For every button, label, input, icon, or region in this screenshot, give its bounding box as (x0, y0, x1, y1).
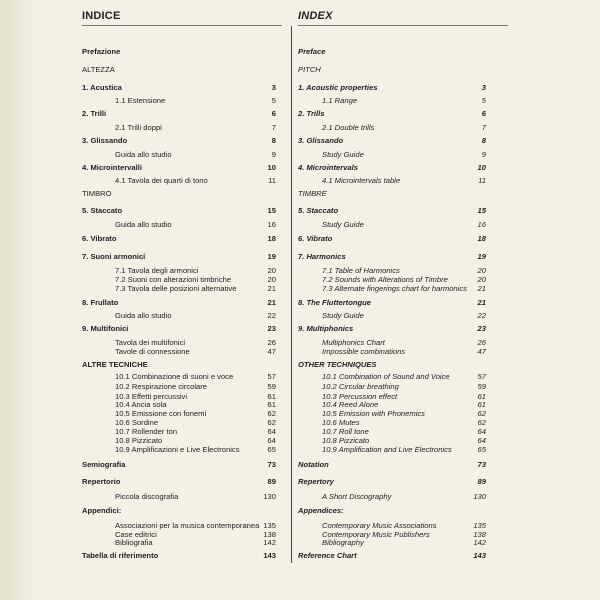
toc-entry (115, 409, 276, 418)
toc-entry (322, 220, 486, 229)
toc-entry-page: 62 (477, 418, 486, 427)
toc-entry-label: 2.1 Double trills (322, 123, 375, 132)
toc-entry-page: 64 (267, 427, 276, 436)
toc-entry-page: 7 (481, 123, 486, 132)
toc-entry-page: 20 (477, 275, 486, 284)
toc-entry (115, 521, 276, 530)
toc-entry (82, 234, 276, 243)
toc-entry-page: 8 (271, 136, 276, 145)
toc-entry-label: 10.9 Amplification and Live Electronics (322, 445, 452, 454)
toc-entry-label: Guida allo studio (115, 150, 172, 159)
toc-entry-page: 5 (481, 96, 486, 105)
toc-entry-label: ALTEZZA (82, 65, 115, 74)
toc-entry-label: Contemporary Music Associations (322, 521, 437, 530)
toc-entry-page: 9 (481, 150, 486, 159)
toc-entry (82, 477, 276, 486)
toc-entry (82, 163, 276, 172)
toc-entry (322, 176, 486, 185)
toc-entry-page: 15 (267, 206, 276, 215)
toc-entry-label: 10.8 Pizzicato (322, 436, 370, 445)
toc-entry (115, 96, 276, 105)
toc-entry-page: 23 (267, 324, 276, 333)
toc-entry-page: 62 (267, 409, 276, 418)
toc-entry-label: 8. The Fluttertongue (298, 298, 371, 307)
toc-entry (322, 266, 486, 275)
toc-entry-label: 7.2 Sounds with Alterations of Timbre (322, 275, 448, 284)
toc-entry-label: 10.3 Effetti percussivi (115, 392, 188, 401)
toc-entry (322, 382, 486, 391)
toc-entry (322, 427, 486, 436)
toc-entry (298, 47, 325, 56)
toc-entry-label: 10.4 Reed Alone (322, 400, 379, 409)
toc-entry-page: 20 (267, 275, 276, 284)
toc-entry-page: 135 (263, 521, 276, 530)
toc-entry-page: 47 (267, 347, 276, 356)
toc-entry (115, 436, 276, 445)
toc-entry-label: 10.2 Circular breathing (322, 382, 399, 391)
toc-entry-label: 10.8 Pizzicato (115, 436, 163, 445)
toc-entry-label: 10.4 Ancia sola (115, 400, 167, 409)
toc-entry (82, 460, 276, 469)
toc-entry-page: 65 (477, 445, 486, 454)
toc-entry (322, 284, 486, 293)
toc-entry-label: 3. Glissando (298, 136, 344, 145)
column-divider (291, 26, 292, 563)
toc-entry-page: 64 (267, 436, 276, 445)
toc-entry (82, 83, 276, 92)
toc-entry-page: 6 (481, 109, 486, 118)
toc-entry (298, 136, 486, 145)
toc-entry (298, 324, 486, 333)
toc-entry-page: 21 (477, 298, 486, 307)
toc-entry-page: 10 (477, 163, 486, 172)
toc-entry (115, 176, 276, 185)
toc-entry (322, 347, 486, 356)
toc-entry (322, 436, 486, 445)
toc-entry (322, 123, 486, 132)
toc-entry (115, 284, 276, 293)
toc-entry-page: 15 (477, 206, 486, 215)
toc-entry-label: 10.5 Emissione con fonemi (115, 409, 207, 418)
index-underline (298, 25, 508, 26)
toc-entry-label: Prefazione (82, 47, 121, 56)
toc-entry-page: 11 (268, 176, 276, 185)
toc-entry (298, 65, 321, 74)
toc-entry-label: Reference Chart (298, 551, 357, 560)
toc-entry-page: 7 (271, 123, 276, 132)
toc-entry-label: Tabella di riferimento (82, 551, 159, 560)
toc-entry (298, 206, 486, 215)
toc-entry-page: 26 (477, 338, 486, 347)
toc-entry (322, 311, 486, 320)
toc-entry (298, 109, 486, 118)
toc-entry (298, 234, 486, 243)
toc-entry-page: 59 (267, 382, 276, 391)
toc-entry-page: 19 (267, 252, 276, 261)
toc-entry (82, 206, 276, 215)
toc-entry-page: 143 (473, 551, 486, 560)
toc-entry-label: 10.7 Roll tone (322, 427, 369, 436)
toc-entry-label: Associazioni per la musica contemporanea (115, 521, 260, 530)
toc-entry-page: 10 (267, 163, 276, 172)
toc-entry-label: 2.1 Trilli doppi (115, 123, 162, 132)
toc-entry (82, 136, 276, 145)
toc-entry-page: 142 (263, 538, 276, 547)
toc-entry-page: 19 (477, 252, 486, 261)
index-title: INDEX (298, 10, 333, 22)
toc-entry (298, 163, 486, 172)
toc-entry (115, 275, 276, 284)
toc-entry-page: 89 (477, 477, 486, 486)
toc-entry-label: 1.1 Range (322, 96, 358, 105)
toc-entry-page: 57 (477, 372, 486, 381)
toc-entry-label: Multiphonics Chart (322, 338, 385, 347)
toc-entry (115, 418, 276, 427)
toc-entry (322, 150, 486, 159)
toc-entry-label: Appendices: (298, 506, 344, 515)
toc-entry-page: 61 (267, 392, 276, 401)
toc-entry-page: 62 (267, 418, 276, 427)
toc-entry-page: 22 (267, 311, 276, 320)
toc-entry (298, 477, 486, 486)
toc-entry (115, 445, 276, 454)
toc-entry (115, 123, 276, 132)
toc-entry (115, 150, 276, 159)
toc-entry-label: 5. Staccato (82, 206, 123, 215)
toc-entry-page: 11 (478, 176, 486, 185)
toc-entry-label: Tavola dei multifonici (115, 338, 186, 347)
toc-entry (298, 460, 486, 469)
toc-entry-page: 130 (473, 492, 486, 501)
toc-entry-label: ALTRE TECNICHE (82, 360, 148, 369)
toc-entry-label: Impossible combinations (322, 347, 406, 356)
toc-entry-label: 4.1 Tavola dei quarti di tono (115, 176, 208, 185)
toc-entry-label: Repertory (298, 477, 334, 486)
toc-entry (322, 96, 486, 105)
toc-entry-label: Guida allo studio (115, 220, 172, 229)
toc-entry-page: 3 (481, 83, 486, 92)
toc-entry-label: 8. Frullato (82, 298, 119, 307)
toc-entry (115, 266, 276, 275)
toc-entry-label: 10.3 Percussion effect (322, 392, 398, 401)
toc-entry-page: 73 (477, 460, 486, 469)
toc-entry-label: 4. Microintervalli (82, 163, 142, 172)
toc-entry-page: 23 (477, 324, 486, 333)
toc-entry (82, 360, 148, 369)
toc-entry-label: 7.1 Table of Harmonics (322, 266, 400, 275)
indice-title: INDICE (82, 10, 121, 22)
toc-entry-label: Preface (298, 47, 326, 56)
toc-entry-label: 6. Vibrato (298, 234, 333, 243)
toc-entry-page: 62 (477, 409, 486, 418)
toc-entry-page: 6 (271, 109, 276, 118)
toc-entry (322, 538, 486, 547)
toc-entry-label: 10.6 Sordine (115, 418, 159, 427)
toc-entry-page: 73 (267, 460, 276, 469)
toc-entry-page: 3 (271, 83, 276, 92)
toc-entry-label: Semiografia (82, 460, 126, 469)
toc-entry-page: 20 (267, 266, 276, 275)
toc-entry (322, 492, 486, 501)
toc-entry-page: 8 (481, 136, 486, 145)
toc-entry-page: 135 (473, 521, 486, 530)
toc-entry-page: 59 (477, 382, 486, 391)
toc-entry-page: 21 (477, 284, 486, 293)
toc-entry-label: A Short Discography (322, 492, 392, 501)
toc-entry-label: 9. Multiphonics (298, 324, 354, 333)
toc-entry (115, 382, 276, 391)
toc-entry-page: 16 (267, 220, 276, 229)
toc-entry (82, 506, 121, 515)
toc-entry-label: 6. Vibrato (82, 234, 117, 243)
toc-entry-label: 7.3 Alternate fingerings chart for harmonics (322, 284, 467, 293)
toc-entry-label: 1.1 Estensione (115, 96, 166, 105)
toc-entry (82, 47, 120, 56)
toc-entry (322, 445, 486, 454)
toc-entry (82, 109, 276, 118)
toc-entry-label: 4.1 Microintervals table (322, 176, 401, 185)
toc-entry (298, 189, 327, 198)
toc-entry-label: 7. Harmonics (298, 252, 346, 261)
toc-entry-label: Appendici: (82, 506, 122, 515)
toc-entry-page: 26 (267, 338, 276, 347)
toc-entry-label: Guida allo studio (115, 311, 172, 320)
toc-entry (298, 298, 486, 307)
toc-entry-label: TIMBRO (82, 189, 112, 198)
toc-entry (322, 409, 486, 418)
toc-entry-page: 89 (267, 477, 276, 486)
toc-entry-page: 138 (263, 530, 276, 539)
toc-entry-label: 5. Staccato (298, 206, 339, 215)
toc-entry (115, 220, 276, 229)
toc-entry-label: Repertorio (82, 477, 121, 486)
indice-underline (82, 25, 282, 26)
toc-entry-page: 9 (271, 150, 276, 159)
toc-entry-page: 64 (477, 427, 486, 436)
toc-entry-page: 61 (267, 400, 276, 409)
toc-entry-page: 22 (477, 311, 486, 320)
toc-entry-page: 61 (477, 392, 486, 401)
toc-entry-label: 10.5 Emission with Phonemics (322, 409, 425, 418)
toc-entry-label: 9. Multifonici (82, 324, 129, 333)
toc-entry-page: 65 (267, 445, 276, 454)
toc-entry (322, 400, 486, 409)
toc-entry (322, 521, 486, 530)
toc-entry-label: OTHER TECHNIQUES (298, 360, 377, 369)
toc-entry-label: 10.1 Combination of Sound and Voice (322, 372, 450, 381)
toc-entry (298, 551, 486, 560)
toc-entry-label: 10.6 Mutes (322, 418, 360, 427)
toc-entry (298, 83, 486, 92)
toc-entry (298, 252, 486, 261)
toc-entry (115, 311, 276, 320)
toc-entry (298, 360, 376, 369)
toc-entry-label: 2. Trilli (82, 109, 107, 118)
toc-entry (82, 252, 276, 261)
toc-entry-page: 47 (477, 347, 486, 356)
toc-entry (322, 372, 486, 381)
toc-entry-label: 10.9 Amplificazioni e Live Electronics (115, 445, 240, 454)
toc-entry (322, 418, 486, 427)
toc-entry-label: 2. Trills (298, 109, 325, 118)
toc-entry-label: PITCH (298, 65, 321, 74)
toc-entry (115, 492, 276, 501)
toc-entry (82, 189, 112, 198)
toc-entry-page: 64 (477, 436, 486, 445)
toc-entry-page: 5 (271, 96, 276, 105)
toc-entry-label: Notation (298, 460, 329, 469)
toc-entry-page: 130 (263, 492, 276, 501)
toc-entry (82, 324, 276, 333)
toc-entry-label: Study Guide (322, 220, 364, 229)
toc-entry-label: Study Guide (322, 150, 364, 159)
toc-entry-label: 7.1 Tavola degli armonici (115, 266, 199, 275)
toc-entry-page: 61 (477, 400, 486, 409)
toc-entry (115, 427, 276, 436)
toc-entry-page: 138 (473, 530, 486, 539)
toc-entry-label: 10.2 Respirazione circolare (115, 382, 208, 391)
toc-entry-page: 18 (477, 234, 486, 243)
toc-entry (82, 65, 115, 74)
toc-entry-page: 16 (477, 220, 486, 229)
toc-entry-label: 1. Acoustic properties (298, 83, 378, 92)
toc-entry-page: 21 (267, 298, 276, 307)
toc-entry-label: 7. Suoni armonici (82, 252, 146, 261)
toc-entry-label: Bibliography (322, 538, 364, 547)
toc-entry-label: 1. Acustica (82, 83, 122, 92)
toc-entry-label: Tavole di connessione (115, 347, 190, 356)
toc-entry-page: 142 (473, 538, 486, 547)
toc-entry (115, 372, 276, 381)
toc-entry-label: Piccola discografia (115, 492, 179, 501)
toc-entry-label: Contemporary Music Publishers (322, 530, 430, 539)
toc-entry-page: 18 (267, 234, 276, 243)
toc-entry-label: 7.2 Suoni con alterazioni timbriche (115, 275, 232, 284)
toc-entry-label: 3. Glissando (82, 136, 128, 145)
toc-entry-label: Case editrici (115, 530, 157, 539)
toc-entry-label: Study Guide (322, 311, 364, 320)
toc-entry-label: 10.7 Rollender ton (115, 427, 178, 436)
toc-entry-label: TIMBRE (298, 189, 327, 198)
toc-entry-label: 10.1 Combinazione di suoni e voce (115, 372, 234, 381)
toc-entry-page: 20 (477, 266, 486, 275)
toc-entry (115, 347, 276, 356)
toc-entry-label: Bibliografia (115, 538, 153, 547)
toc-entry-label: 7.3 Tavola delle posizioni alternative (115, 284, 237, 293)
toc-entry-page: 57 (267, 372, 276, 381)
toc-entry-page: 21 (267, 284, 276, 293)
toc-entry (82, 298, 276, 307)
toc-entry (115, 400, 276, 409)
toc-entry-label: 4. Microintervals (298, 163, 358, 172)
toc-entry (322, 338, 486, 347)
toc-entry (298, 506, 344, 515)
toc-entry-page: 143 (263, 551, 276, 560)
toc-entry (82, 551, 276, 560)
page-edge-shadow (0, 0, 40, 600)
toc-entry (322, 275, 486, 284)
toc-entry (115, 338, 276, 347)
toc-entry (115, 538, 276, 547)
